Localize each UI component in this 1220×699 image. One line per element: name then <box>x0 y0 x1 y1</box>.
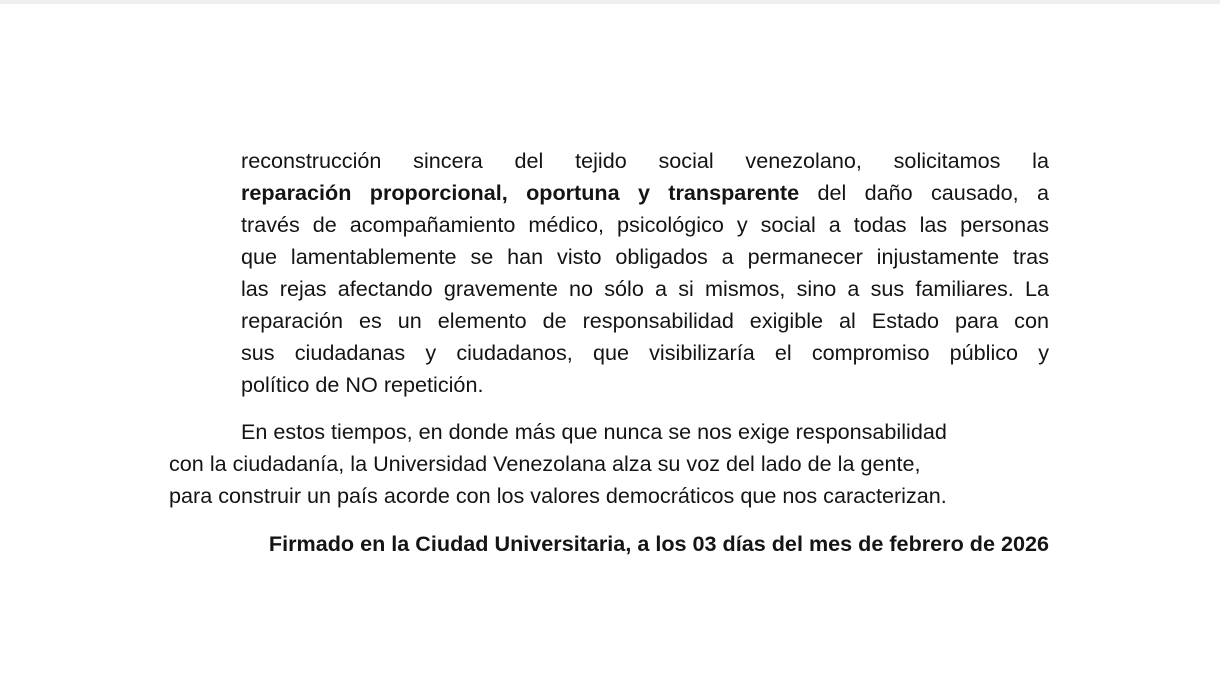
text-line: las rejas afectando gravemente no sólo a si mismos, sino a sus familiares. La <box>241 276 1049 301</box>
text-line: reparación es un elemento de responsabilidad exigible al Estado para con <box>241 308 1049 333</box>
text-line: que lamentablemente se han visto obligados a permanecer injustamente tras <box>241 244 1049 269</box>
signature-line: Firmado en la Ciudad Universitaria, a los 03 días del mes de febrero de 2026 <box>268 531 1049 556</box>
bold-emphasis: reparación proporcional, oportuna y transparente <box>241 180 800 205</box>
text-line: con la ciudadanía, la Universidad Venezolana alza su voz del lado de la gente, <box>169 451 921 476</box>
text-line <box>241 177 1049 209</box>
paragraph-university-voice <box>169 416 1049 512</box>
text-line: reconstrucción sincera del tejido social venezolano, solicitamos la <box>241 148 1049 173</box>
text-line: En estos tiempos, en donde más que nunca se nos exige responsabilidad <box>241 419 947 444</box>
text-line: través de acompañamiento médico, psicológico y social a todas las personas <box>241 212 1049 237</box>
text-fragment: del daño causado, a <box>799 180 1049 205</box>
paragraph-reparation <box>241 145 1049 401</box>
text-line: sus ciudadanas y ciudadanos, que visibilizaría el compromiso público y <box>241 340 1049 365</box>
text-line: para construir un país acorde con los valores democráticos que nos caracterizan. <box>169 483 947 508</box>
text-line: político de NO repetición. <box>241 372 484 397</box>
